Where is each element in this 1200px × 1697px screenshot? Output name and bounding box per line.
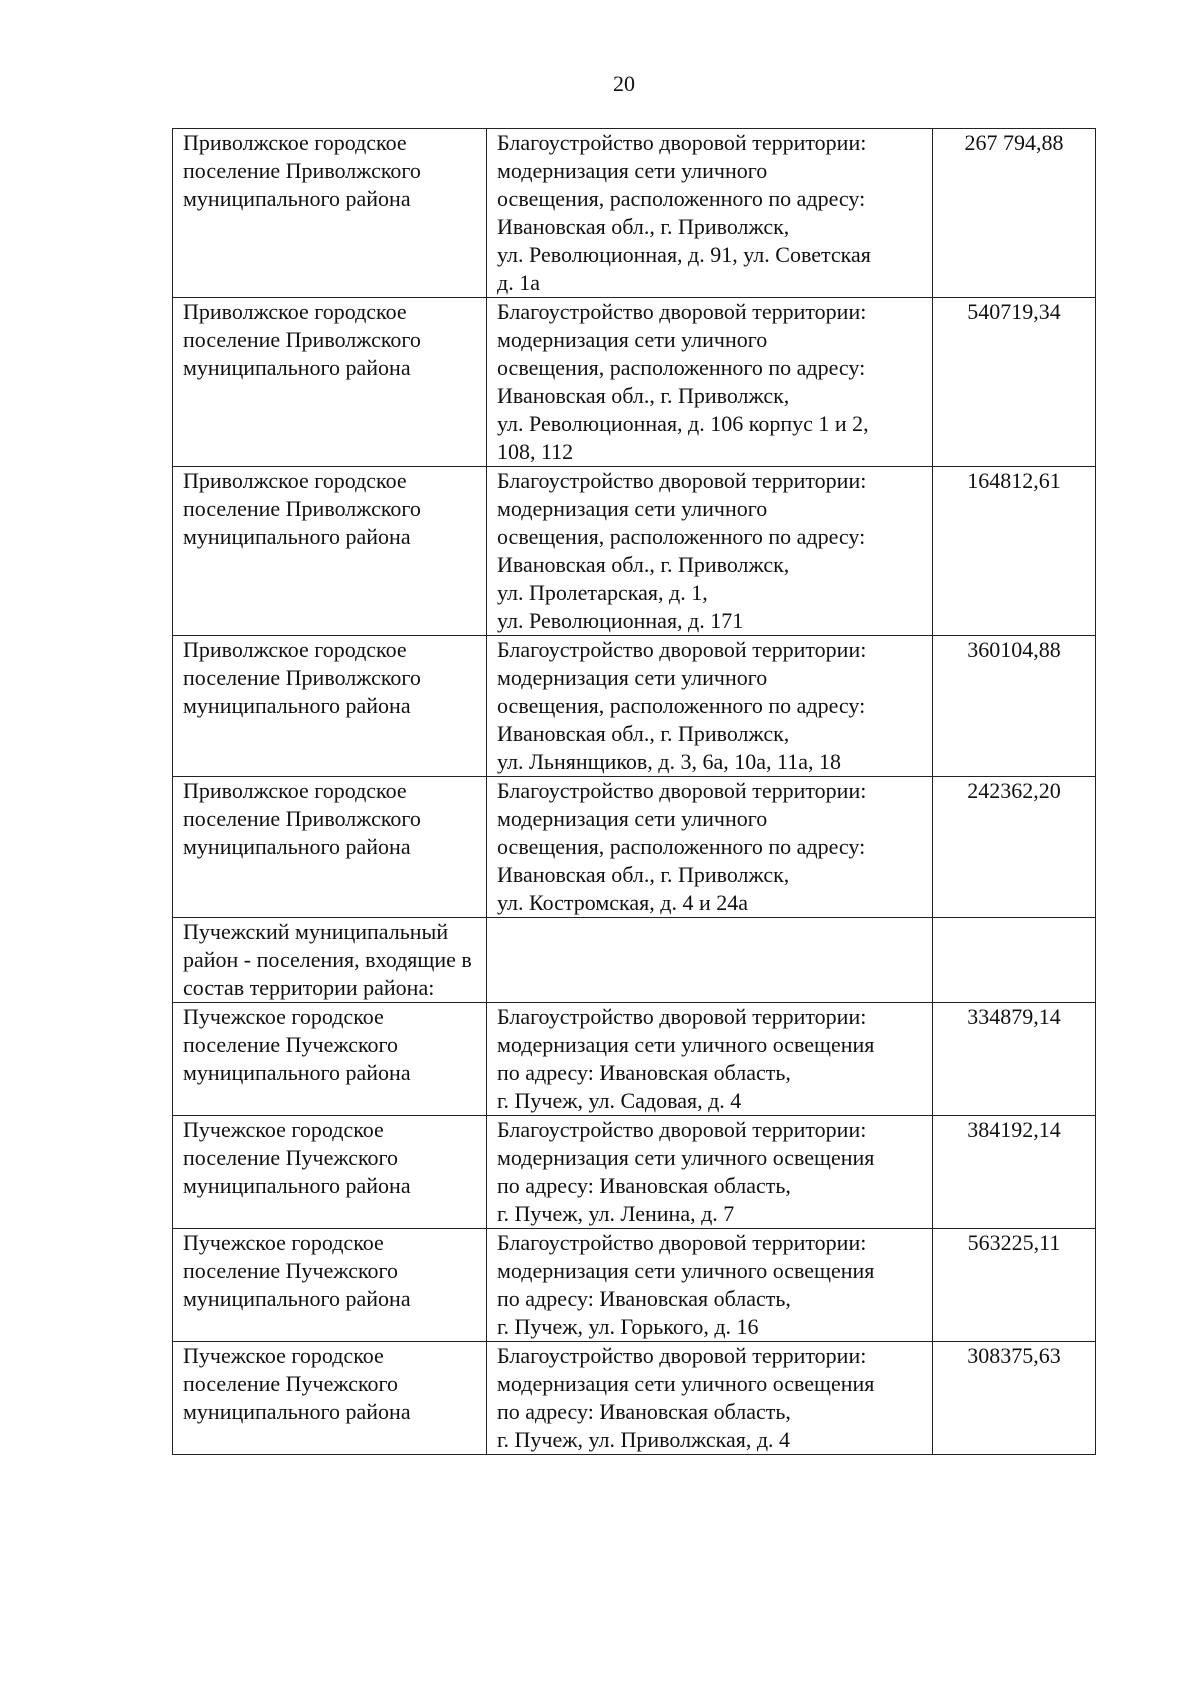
description-line: модернизация сети уличного bbox=[497, 158, 768, 183]
amount-cell: 267 794,88 bbox=[933, 129, 1096, 298]
description-cell bbox=[487, 129, 933, 298]
description-line: Благоустройство дворовой территории: bbox=[497, 1117, 867, 1142]
description-line: Благоустройство дворовой территории: bbox=[497, 468, 867, 493]
description-line: модернизация сети уличного освещения bbox=[497, 1258, 875, 1283]
amount-cell: 540719,34 bbox=[933, 298, 1096, 467]
description-line: г. Пучеж, ул. Приволжская, д. 4 bbox=[497, 1427, 791, 1452]
description-cell bbox=[487, 1229, 933, 1342]
description-line: Благоустройство дворовой территории: bbox=[497, 1343, 867, 1368]
organization-cell: Пучежский муниципальный район - поселения, входящие в состав территории района: bbox=[173, 918, 487, 1003]
table-row bbox=[173, 777, 1096, 918]
description-line: г. Пучеж, ул. Горького, д. 16 bbox=[497, 1314, 759, 1339]
description-cell bbox=[487, 777, 933, 918]
organization-cell: Приволжское городское поселение Приволжского муниципального района bbox=[173, 777, 487, 918]
amount-cell: 164812,61 bbox=[933, 467, 1096, 636]
organization-cell: Пучежское городское поселение Пучежского муниципального района bbox=[173, 1342, 487, 1455]
description-line: Благоустройство дворовой территории: bbox=[497, 778, 867, 803]
description-cell bbox=[487, 636, 933, 777]
funding-table bbox=[172, 128, 1096, 1455]
description-cell bbox=[487, 918, 933, 1003]
table-row bbox=[173, 467, 1096, 636]
description-line: Ивановская обл., г. Приволжск, bbox=[497, 214, 790, 239]
amount-cell: 563225,11 bbox=[933, 1229, 1096, 1342]
organization-cell: Приволжское городское поселение Приволжского муниципального района bbox=[173, 467, 487, 636]
description-line: по адресу: Ивановская область, bbox=[497, 1399, 791, 1424]
organization-cell: Приволжское городское поселение Приволжского муниципального района bbox=[173, 636, 487, 777]
table-row bbox=[173, 129, 1096, 298]
description-cell bbox=[487, 1342, 933, 1455]
description-line: г. Пучеж, ул. Садовая, д. 4 bbox=[497, 1088, 742, 1113]
table-row bbox=[173, 918, 1096, 1003]
description-line: Благоустройство дворовой территории: bbox=[497, 1230, 867, 1255]
description-cell bbox=[487, 1003, 933, 1116]
description-line: Ивановская обл., г. Приволжск, bbox=[497, 383, 790, 408]
amount-cell: 334879,14 bbox=[933, 1003, 1096, 1116]
description-cell bbox=[487, 1116, 933, 1229]
amount-cell: 242362,20 bbox=[933, 777, 1096, 918]
description-line: освещения, расположенного по адресу: bbox=[497, 355, 866, 380]
description-line: 108, 112 bbox=[497, 439, 574, 464]
description-line: модернизация сети уличного bbox=[497, 327, 768, 352]
description-cell bbox=[487, 298, 933, 467]
description-line: освещения, расположенного по адресу: bbox=[497, 186, 866, 211]
amount-cell bbox=[933, 918, 1096, 1003]
description-line: ул. Костромская, д. 4 и 24а bbox=[497, 890, 749, 915]
description-line: ул. Революционная, д. 171 bbox=[497, 608, 744, 633]
description-line: модернизация сети уличного освещения bbox=[497, 1145, 875, 1170]
description-line: Благоустройство дворовой территории: bbox=[497, 130, 867, 155]
description-line: по адресу: Ивановская область, bbox=[497, 1060, 791, 1085]
description-line: модернизация сети уличного освещения bbox=[497, 1371, 875, 1396]
table-row bbox=[173, 636, 1096, 777]
description-line: Благоустройство дворовой территории: bbox=[497, 1004, 867, 1029]
amount-cell: 360104,88 bbox=[933, 636, 1096, 777]
description-line: модернизация сети уличного bbox=[497, 496, 768, 521]
page-number: 20 bbox=[613, 71, 635, 96]
description-line: г. Пучеж, ул. Ленина, д. 7 bbox=[497, 1201, 735, 1226]
description-line: освещения, расположенного по адресу: bbox=[497, 834, 866, 859]
organization-cell: Приволжское городское поселение Приволжского муниципального района bbox=[173, 298, 487, 467]
organization-cell: Пучежское городское поселение Пучежского муниципального района bbox=[173, 1229, 487, 1342]
description-line: Ивановская обл., г. Приволжск, bbox=[497, 552, 790, 577]
amount-cell: 384192,14 bbox=[933, 1116, 1096, 1229]
description-line: Ивановская обл., г. Приволжск, bbox=[497, 862, 790, 887]
table-row bbox=[173, 1003, 1096, 1116]
description-line: Ивановская обл., г. Приволжск, bbox=[497, 721, 790, 746]
organization-cell: Пучежское городское поселение Пучежского муниципального района bbox=[173, 1116, 487, 1229]
amount-cell: 308375,63 bbox=[933, 1342, 1096, 1455]
description-line: по адресу: Ивановская область, bbox=[497, 1173, 791, 1198]
table-row bbox=[173, 1116, 1096, 1229]
description-line: освещения, расположенного по адресу: bbox=[497, 524, 866, 549]
description-line: ул. Льнянщиков, д. 3, 6а, 10а, 11а, 18 bbox=[497, 749, 841, 774]
description-line: ул. Революционная, д. 106 корпус 1 и 2, bbox=[497, 411, 869, 436]
description-cell bbox=[487, 467, 933, 636]
description-line: освещения, расположенного по адресу: bbox=[497, 693, 866, 718]
table-row bbox=[173, 1229, 1096, 1342]
description-line: модернизация сети уличного освещения bbox=[497, 1032, 875, 1057]
description-line: д. 1а bbox=[497, 270, 540, 295]
description-line: по адресу: Ивановская область, bbox=[497, 1286, 791, 1311]
description-line: модернизация сети уличного bbox=[497, 806, 768, 831]
table-row bbox=[173, 298, 1096, 467]
organization-cell: Приволжское городское поселение Приволжского муниципального района bbox=[173, 129, 487, 298]
description-line: Благоустройство дворовой территории: bbox=[497, 299, 867, 324]
table-body bbox=[173, 129, 1096, 1455]
description-line: Благоустройство дворовой территории: bbox=[497, 637, 867, 662]
organization-cell: Пучежское городское поселение Пучежского муниципального района bbox=[173, 1003, 487, 1116]
description-line: ул. Революционная, д. 91, ул. Советская bbox=[497, 242, 871, 267]
table-row bbox=[173, 1342, 1096, 1455]
description-line: ул. Пролетарская, д. 1, bbox=[497, 580, 708, 605]
description-line: модернизация сети уличного bbox=[497, 665, 768, 690]
